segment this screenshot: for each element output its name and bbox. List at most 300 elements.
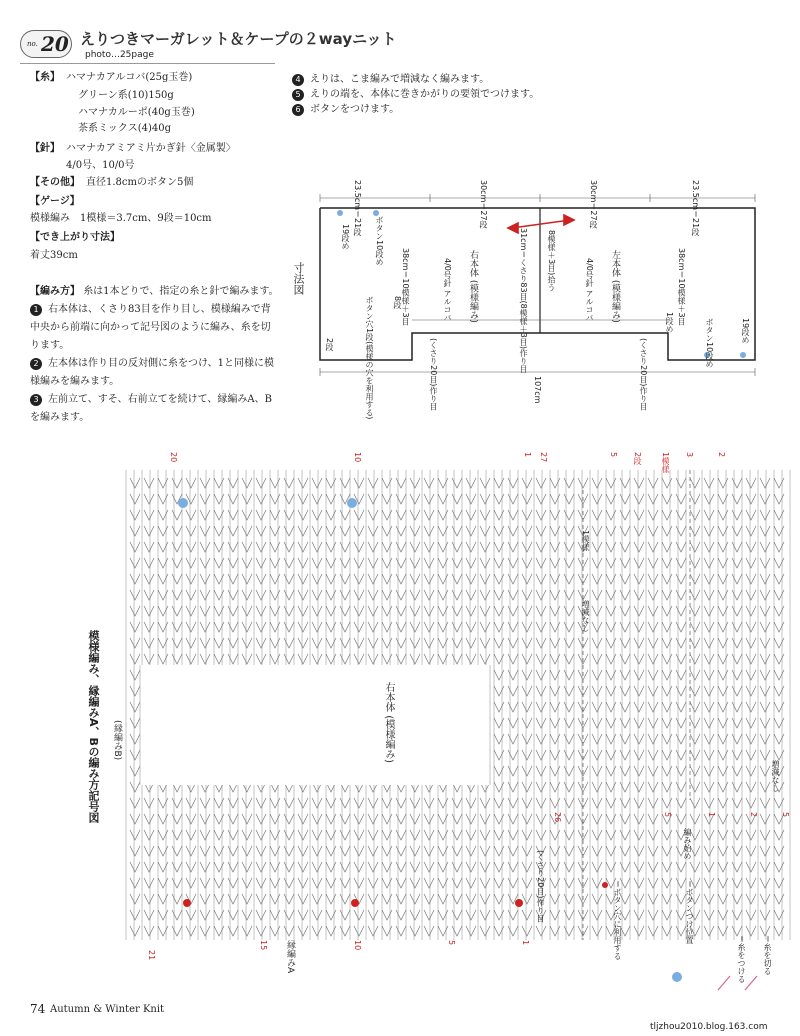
stitch-symbol [522, 862, 532, 872]
stitch-symbol [508, 702, 518, 712]
stitch-symbol [466, 846, 476, 856]
stitch-symbol [284, 798, 294, 808]
stitch-symbol [130, 814, 140, 824]
material-key: 【その他】 [30, 177, 80, 188]
stitch-symbol [718, 590, 728, 600]
stitch-symbol [172, 654, 182, 664]
stitch-symbol [340, 830, 350, 840]
yarn: アルコバ [585, 289, 594, 322]
stitch-symbol [760, 846, 770, 856]
no-change-label: 増減なし [581, 600, 590, 632]
stitch-symbol [200, 494, 210, 504]
stitch-symbol [298, 606, 308, 616]
stitch-symbol [438, 542, 448, 552]
stitch-symbol [494, 734, 504, 744]
stitch-symbol [228, 814, 238, 824]
stitch-symbol [620, 670, 630, 680]
stitch-symbol [172, 846, 182, 856]
stitch-symbol [256, 862, 266, 872]
stitch-symbol [144, 798, 154, 808]
stitch-symbol [396, 910, 406, 920]
stitch-symbol [424, 910, 434, 920]
stitch-symbol [564, 654, 574, 664]
stitch-symbol [312, 910, 322, 920]
step-number: 5 [292, 89, 304, 101]
stitch-symbol [172, 862, 182, 872]
stitch-symbol [130, 862, 140, 872]
stitch-symbol [508, 510, 518, 520]
stitch-symbol [144, 558, 154, 568]
stitch-symbol [746, 830, 756, 840]
stitch-symbol [158, 846, 168, 856]
stitch-symbol [508, 798, 518, 808]
stitch-symbol [550, 526, 560, 536]
stitch-symbol [186, 510, 196, 520]
stitch-symbol [508, 846, 518, 856]
stitch-symbol [732, 766, 742, 776]
stitch-symbol [410, 478, 420, 488]
step-number: 4 [292, 74, 304, 86]
stitch-symbol [214, 510, 224, 520]
stitch-symbol [354, 846, 364, 856]
stitch-symbol [522, 798, 532, 808]
stitch-symbol [732, 846, 742, 856]
stitch-symbol [396, 494, 406, 504]
dim-top-label: 23.5cm＝21段 [353, 180, 362, 237]
stitch-symbol [438, 878, 448, 888]
stitch-symbol [354, 814, 364, 824]
stitch-symbol [774, 542, 784, 552]
stitch-symbol [200, 622, 210, 632]
stitch-symbol [746, 574, 756, 584]
stitch-symbol [130, 478, 140, 488]
stitch-symbol [676, 574, 686, 584]
stitch-symbol [410, 878, 420, 888]
stitch-symbol [592, 590, 602, 600]
stitch-symbol [676, 494, 686, 504]
stitch-symbol [774, 654, 784, 664]
stitch-symbol [256, 654, 266, 664]
stitch-symbol [676, 718, 686, 728]
stitch-symbol [368, 622, 378, 632]
stitch-symbol [760, 622, 770, 632]
legend-blue-dot [672, 972, 682, 982]
stitch-symbol [634, 926, 644, 936]
stitch-symbol [270, 814, 280, 824]
stitch-symbol [158, 638, 168, 648]
stitch-symbol [690, 782, 700, 792]
stitch-symbol [606, 606, 616, 616]
stitch-symbol [172, 622, 182, 632]
stitch-symbol [704, 846, 714, 856]
stitch-symbol [746, 558, 756, 568]
stitch-symbol [424, 814, 434, 824]
stitch-symbol [130, 654, 140, 664]
stitch-symbol [774, 750, 784, 760]
stitch-symbol [704, 558, 714, 568]
stitch-symbol [704, 654, 714, 664]
body-name: 左本体 [610, 250, 620, 277]
stitch-symbol [158, 494, 168, 504]
stitch-symbol [144, 510, 154, 520]
stitch-symbol [298, 478, 308, 488]
stitch-symbol [620, 510, 630, 520]
stitch-symbol [214, 606, 224, 616]
stitch-symbol [480, 494, 490, 504]
stitch-symbol [564, 590, 574, 600]
stitch-symbol [606, 734, 616, 744]
stitch-symbol [760, 638, 770, 648]
stitch-symbol [242, 654, 252, 664]
stitch-symbol [690, 510, 700, 520]
stitch-symbol [704, 526, 714, 536]
stitch-symbol [662, 622, 672, 632]
stitch-symbol [382, 510, 392, 520]
stitch-symbol [186, 478, 196, 488]
stitch-symbol [424, 846, 434, 856]
stitch-symbol [396, 862, 406, 872]
instructions-key: 【編み方】 [30, 286, 80, 297]
stitch-symbol [550, 846, 560, 856]
stitch-symbol [284, 494, 294, 504]
stitch-symbol [130, 558, 140, 568]
stitch-symbol [634, 542, 644, 552]
stitch-symbol [648, 894, 658, 904]
material-text: グリーン系(10)150g [78, 90, 174, 101]
stitch-symbol [214, 654, 224, 664]
stitch-symbol [508, 814, 518, 824]
stitch-symbol [536, 734, 546, 744]
center-right-label: 8模様＋3目)拾う [547, 230, 556, 292]
stitch-symbol [228, 526, 238, 536]
stitch-symbol [396, 606, 406, 616]
stitch-symbol [200, 558, 210, 568]
stitch-symbol [130, 782, 140, 792]
stitch-symbol [522, 654, 532, 664]
stitch-symbol [298, 526, 308, 536]
stitch-symbol [312, 606, 322, 616]
stitch-symbol [746, 510, 756, 520]
stitch-symbol [676, 702, 686, 712]
stitch-symbol [340, 862, 350, 872]
stitch-symbol [144, 494, 154, 504]
stitch-symbol [326, 606, 336, 616]
stitch-symbol [452, 910, 462, 920]
stitch-symbol [172, 510, 182, 520]
stitch-symbol [774, 862, 784, 872]
stitch-symbol [536, 558, 546, 568]
stitch-symbol [550, 590, 560, 600]
stitch-symbol [662, 542, 672, 552]
stitch-symbol [494, 798, 504, 808]
dim-top-label: 30cm＝27段 [589, 180, 598, 229]
stitch-symbol [158, 830, 168, 840]
stitch-symbol [494, 526, 504, 536]
stitch-symbol [620, 654, 630, 664]
stitch-symbol [466, 798, 476, 808]
stitch-symbol [606, 782, 616, 792]
stitch-symbol [774, 878, 784, 888]
stitch-symbol [438, 574, 448, 584]
stitch-symbol [662, 670, 672, 680]
stitch-symbol [522, 926, 532, 936]
stitch-symbol [690, 622, 700, 632]
stitch-symbol [396, 814, 406, 824]
stitch-symbol [648, 542, 658, 552]
stitch-symbol [522, 622, 532, 632]
stitch-symbol [326, 878, 336, 888]
stitch-symbol [172, 542, 182, 552]
stitch-symbol [634, 846, 644, 856]
stitch-symbol [536, 478, 546, 488]
stitch-symbol [522, 510, 532, 520]
stitch-symbol [536, 510, 546, 520]
stitch-symbol [382, 590, 392, 600]
stitch-symbol [732, 910, 742, 920]
stitch-symbol [648, 830, 658, 840]
stitch-symbol [382, 494, 392, 504]
legend-red-text: ＝ボタン穴に利用する [613, 880, 622, 960]
stitch-symbol [382, 622, 392, 632]
stitch-symbol [410, 574, 420, 584]
stitch-symbol [284, 862, 294, 872]
stitch-symbol [368, 478, 378, 488]
stitch-symbol [312, 574, 322, 584]
stitch-symbol [298, 558, 308, 568]
stitch-symbol [620, 846, 630, 856]
stitch-symbol [298, 654, 308, 664]
stitch-symbol [774, 574, 784, 584]
stitch-symbol [424, 878, 434, 888]
stitch-symbol [606, 798, 616, 808]
stitch-symbol [732, 638, 742, 648]
stitch-symbol [620, 718, 630, 728]
stitch-symbol [662, 654, 672, 664]
stitch-symbol [284, 606, 294, 616]
step-number: 6 [292, 104, 304, 116]
stitch-symbol [662, 702, 672, 712]
stitch-symbol [620, 606, 630, 616]
stitch-symbol [732, 574, 742, 584]
stitch-symbol [368, 814, 378, 824]
stitch-symbol [704, 910, 714, 920]
stitch-symbol [298, 910, 308, 920]
stitch-symbol [620, 638, 630, 648]
stitch-symbol [326, 654, 336, 664]
stitch-symbol [620, 798, 630, 808]
stitch-symbol [606, 590, 616, 600]
stitch-symbol [466, 510, 476, 520]
stitch-symbol [634, 910, 644, 920]
stitch-symbol [424, 494, 434, 504]
stitch-symbol [172, 798, 182, 808]
stitch-symbol [228, 558, 238, 568]
stitch-symbol [760, 654, 770, 664]
stitch-symbol [200, 590, 210, 600]
stitch-symbol [606, 702, 616, 712]
stitch-symbol [256, 526, 266, 536]
material-text: 模様編み 1模様＝3.7cm、9段＝10cm [30, 213, 212, 224]
stitch-symbol [200, 510, 210, 520]
stitch-symbol [368, 926, 378, 936]
stitch-symbol [704, 926, 714, 936]
stitch-symbol [732, 510, 742, 520]
stitch-symbol [676, 590, 686, 600]
stitch-symbol [522, 814, 532, 824]
dim-top-label: 23.5cm＝21段 [691, 180, 700, 237]
left-body-label [610, 250, 620, 323]
stitch-symbol [732, 654, 742, 664]
stitch-symbol [774, 670, 784, 680]
stitch-symbol [494, 638, 504, 648]
stitch-symbol [270, 478, 280, 488]
stitch-symbol [480, 878, 490, 888]
stitch-symbol [396, 574, 406, 584]
stitch-symbol [648, 606, 658, 616]
stitch-symbol [158, 558, 168, 568]
stitch-symbol [550, 798, 560, 808]
stitch-symbol [774, 638, 784, 648]
stitch-symbol [466, 558, 476, 568]
stitch-symbol [130, 510, 140, 520]
buttonhole-dot [515, 899, 523, 907]
stitch-symbol [690, 590, 700, 600]
stitch-symbol [270, 526, 280, 536]
stitch-symbol [480, 526, 490, 536]
stitch-symbol [466, 622, 476, 632]
stitch-symbol [564, 670, 574, 680]
stitch-symbol [466, 654, 476, 664]
stitch-symbol [508, 782, 518, 792]
stitch-symbol [494, 494, 504, 504]
stitch-symbol [270, 830, 280, 840]
stitch-symbol [774, 478, 784, 488]
stitch-symbol [424, 606, 434, 616]
stitch-symbol [774, 846, 784, 856]
stitch-symbol [214, 494, 224, 504]
stitch-symbol [466, 478, 476, 488]
stitch-symbol [522, 638, 532, 648]
stitch-symbol [368, 894, 378, 904]
stitch-symbol [228, 638, 238, 648]
stitch-symbol [452, 798, 462, 808]
stitch-symbol [620, 494, 630, 504]
stitch-symbol [144, 830, 154, 840]
stitch-symbol [760, 910, 770, 920]
stitch-symbol [130, 590, 140, 600]
stitch-symbol [592, 782, 602, 792]
stitch-symbol [494, 558, 504, 568]
stitch-symbol [312, 526, 322, 536]
total-width-label: 107cm [533, 376, 542, 404]
stitch-symbol [774, 494, 784, 504]
stitch-symbol [340, 574, 350, 584]
stitch-symbol [340, 894, 350, 904]
stitch-symbol [648, 910, 658, 920]
stitch-symbol [158, 542, 168, 552]
stitch-symbol [480, 606, 490, 616]
stitch-symbol [536, 702, 546, 712]
stitch-symbol [592, 702, 602, 712]
one-pattern-label: 1模様 [581, 530, 590, 552]
stitch-symbol [214, 846, 224, 856]
stitch-symbol [494, 670, 504, 680]
stitch-symbol [592, 558, 602, 568]
stitch-symbol [242, 558, 252, 568]
stitch-symbol [704, 590, 714, 600]
edge-a-label: 縁編みA [285, 940, 295, 974]
stitch-symbol [676, 670, 686, 680]
stitch-symbol [704, 670, 714, 680]
stitch-symbol [564, 862, 574, 872]
stitch-symbol [368, 830, 378, 840]
stitch-symbol [508, 734, 518, 744]
width-left-label: 38cm＝10模様＋3目 [677, 248, 686, 326]
stitch-symbol [480, 830, 490, 840]
stitch-symbol [508, 750, 518, 760]
stitch-symbol [144, 910, 154, 920]
start-label: 編み始め [683, 828, 692, 860]
stitch-symbol [200, 606, 210, 616]
stitch-symbol [676, 766, 686, 776]
stitch-symbol [536, 590, 546, 600]
stitch-symbol [200, 478, 210, 488]
stitch-symbol [368, 654, 378, 664]
stitch-symbol [676, 606, 686, 616]
stitch-symbol [242, 638, 252, 648]
stitch-symbol [326, 638, 336, 648]
stitch-symbol [270, 574, 280, 584]
stitch-symbol [746, 910, 756, 920]
stitch-symbol [214, 558, 224, 568]
stitch-symbol [172, 574, 182, 584]
stitch-symbol [522, 734, 532, 744]
stitch-symbol [340, 478, 350, 488]
stitch-symbol [662, 782, 672, 792]
stitch-symbol [704, 510, 714, 520]
stitch-symbol [746, 622, 756, 632]
stitch-symbol [186, 526, 196, 536]
stitch-symbol [648, 558, 658, 568]
stitch-symbol [144, 478, 154, 488]
stitch-symbol [662, 478, 672, 488]
stitch-symbol [186, 846, 196, 856]
stitch-symbol [410, 638, 420, 648]
stitch-symbol [158, 590, 168, 600]
stitch-symbol [634, 558, 644, 568]
stitch-symbol [396, 590, 406, 600]
stitch-symbol [284, 478, 294, 488]
stitch-symbol [382, 894, 392, 904]
stitch-symbol [438, 846, 448, 856]
stitch-symbol [620, 862, 630, 872]
stitch-symbol [298, 638, 308, 648]
stitch-symbol [438, 478, 448, 488]
stitch-symbol [564, 734, 574, 744]
stitch-symbol [186, 542, 196, 552]
stitch-symbol [592, 622, 602, 632]
stitch-symbol [522, 606, 532, 616]
stitch-symbol [564, 798, 574, 808]
note-left: ボタン穴1段(模様の穴を利用する) [365, 296, 374, 420]
stitch-symbol [200, 926, 210, 936]
stitch-symbol [704, 622, 714, 632]
stitch-symbol [214, 638, 224, 648]
stitch-symbol [382, 846, 392, 856]
stitch-symbol [200, 910, 210, 920]
stitch-symbol [550, 734, 560, 744]
stitch-symbol [564, 510, 574, 520]
